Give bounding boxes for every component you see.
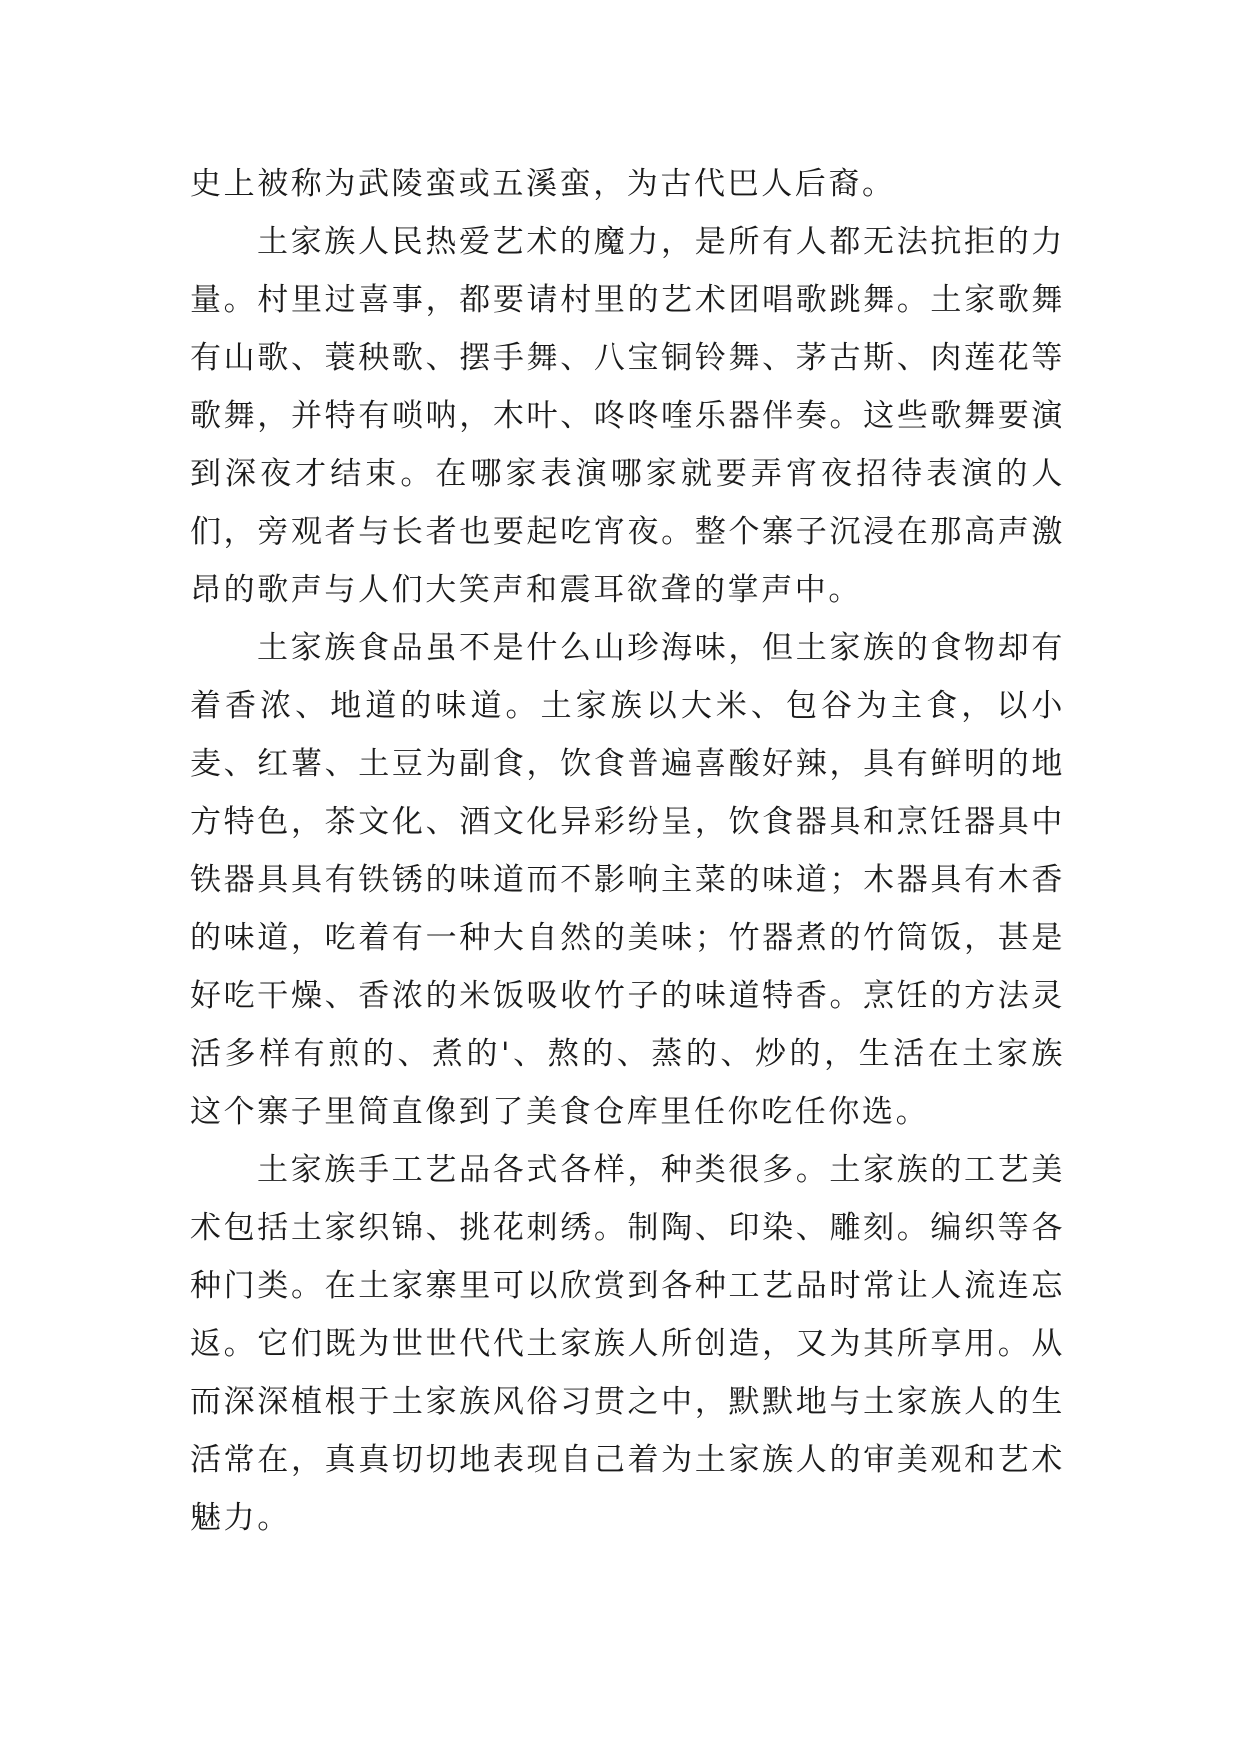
- paragraph-art: 土家族人民热爱艺术的魔力，是所有人都无法抗拒的力量。村里过喜事，都要请村里的艺术团唱歌跳舞。土家歌舞有山歌、蓑秧歌、摆手舞、八宝铜铃舞、茅古斯、肉莲花等歌舞，并特有唢呐，木叶、咚咚喹乐器伴奏。这些歌舞要演到深夜才结束。在哪家表演哪家就要弄宵夜招待表演的人们，旁观者与长者也要起吃宵夜。整个寨子沉浸在那高声激昂的歌声与人们大笑声和震耳欲聋的掌声中。: [190, 224, 1065, 608]
- paragraph-food: 土家族食品虽不是什么山珍海味，但土家族的食物却有着香浓、地道的味道。土家族以大米、包谷为主食，以小麦、红薯、土豆为副食，饮食普遍喜酸好辣，具有鲜明的地方特色，茶文化、酒文化异彩纷呈，饮食器具和烹饪器具中铁器具具有铁锈的味道而不影响主菜的味道；木器具有木香的味道，吃着有一种大自然的美味；竹器煮的竹筒饭，甚是好吃干燥、香浓的米饭吸收竹子的味道特香。烹饪的方法灵活多样有煎的、煮的'、熬的、蒸的、炒的，生活在土家族这个寨子里简直像到了美食仓库里任你吃任你选。: [190, 630, 1065, 1130]
- paragraph-crafts: 土家族手工艺品各式各样，种类很多。土家族的工艺美术包括土家织锦、挑花刺绣。制陶、印染、雕刻。编织等各种门类。在土家寨里可以欣赏到各种工艺品时常让人流连忘返。它们既为世世代代土家族人所创造，又为其所享用。从而深深植根于土家族风俗习贯之中，默默地与土家族人的生活常在，真真切切地表现自己着为土家族人的审美观和艺术魅力。: [190, 1152, 1065, 1536]
- paragraph-continuation: 史上被称为武陵蛮或五溪蛮，为古代巴人后裔。: [190, 166, 896, 202]
- document-page: [190, 155, 1065, 1547]
